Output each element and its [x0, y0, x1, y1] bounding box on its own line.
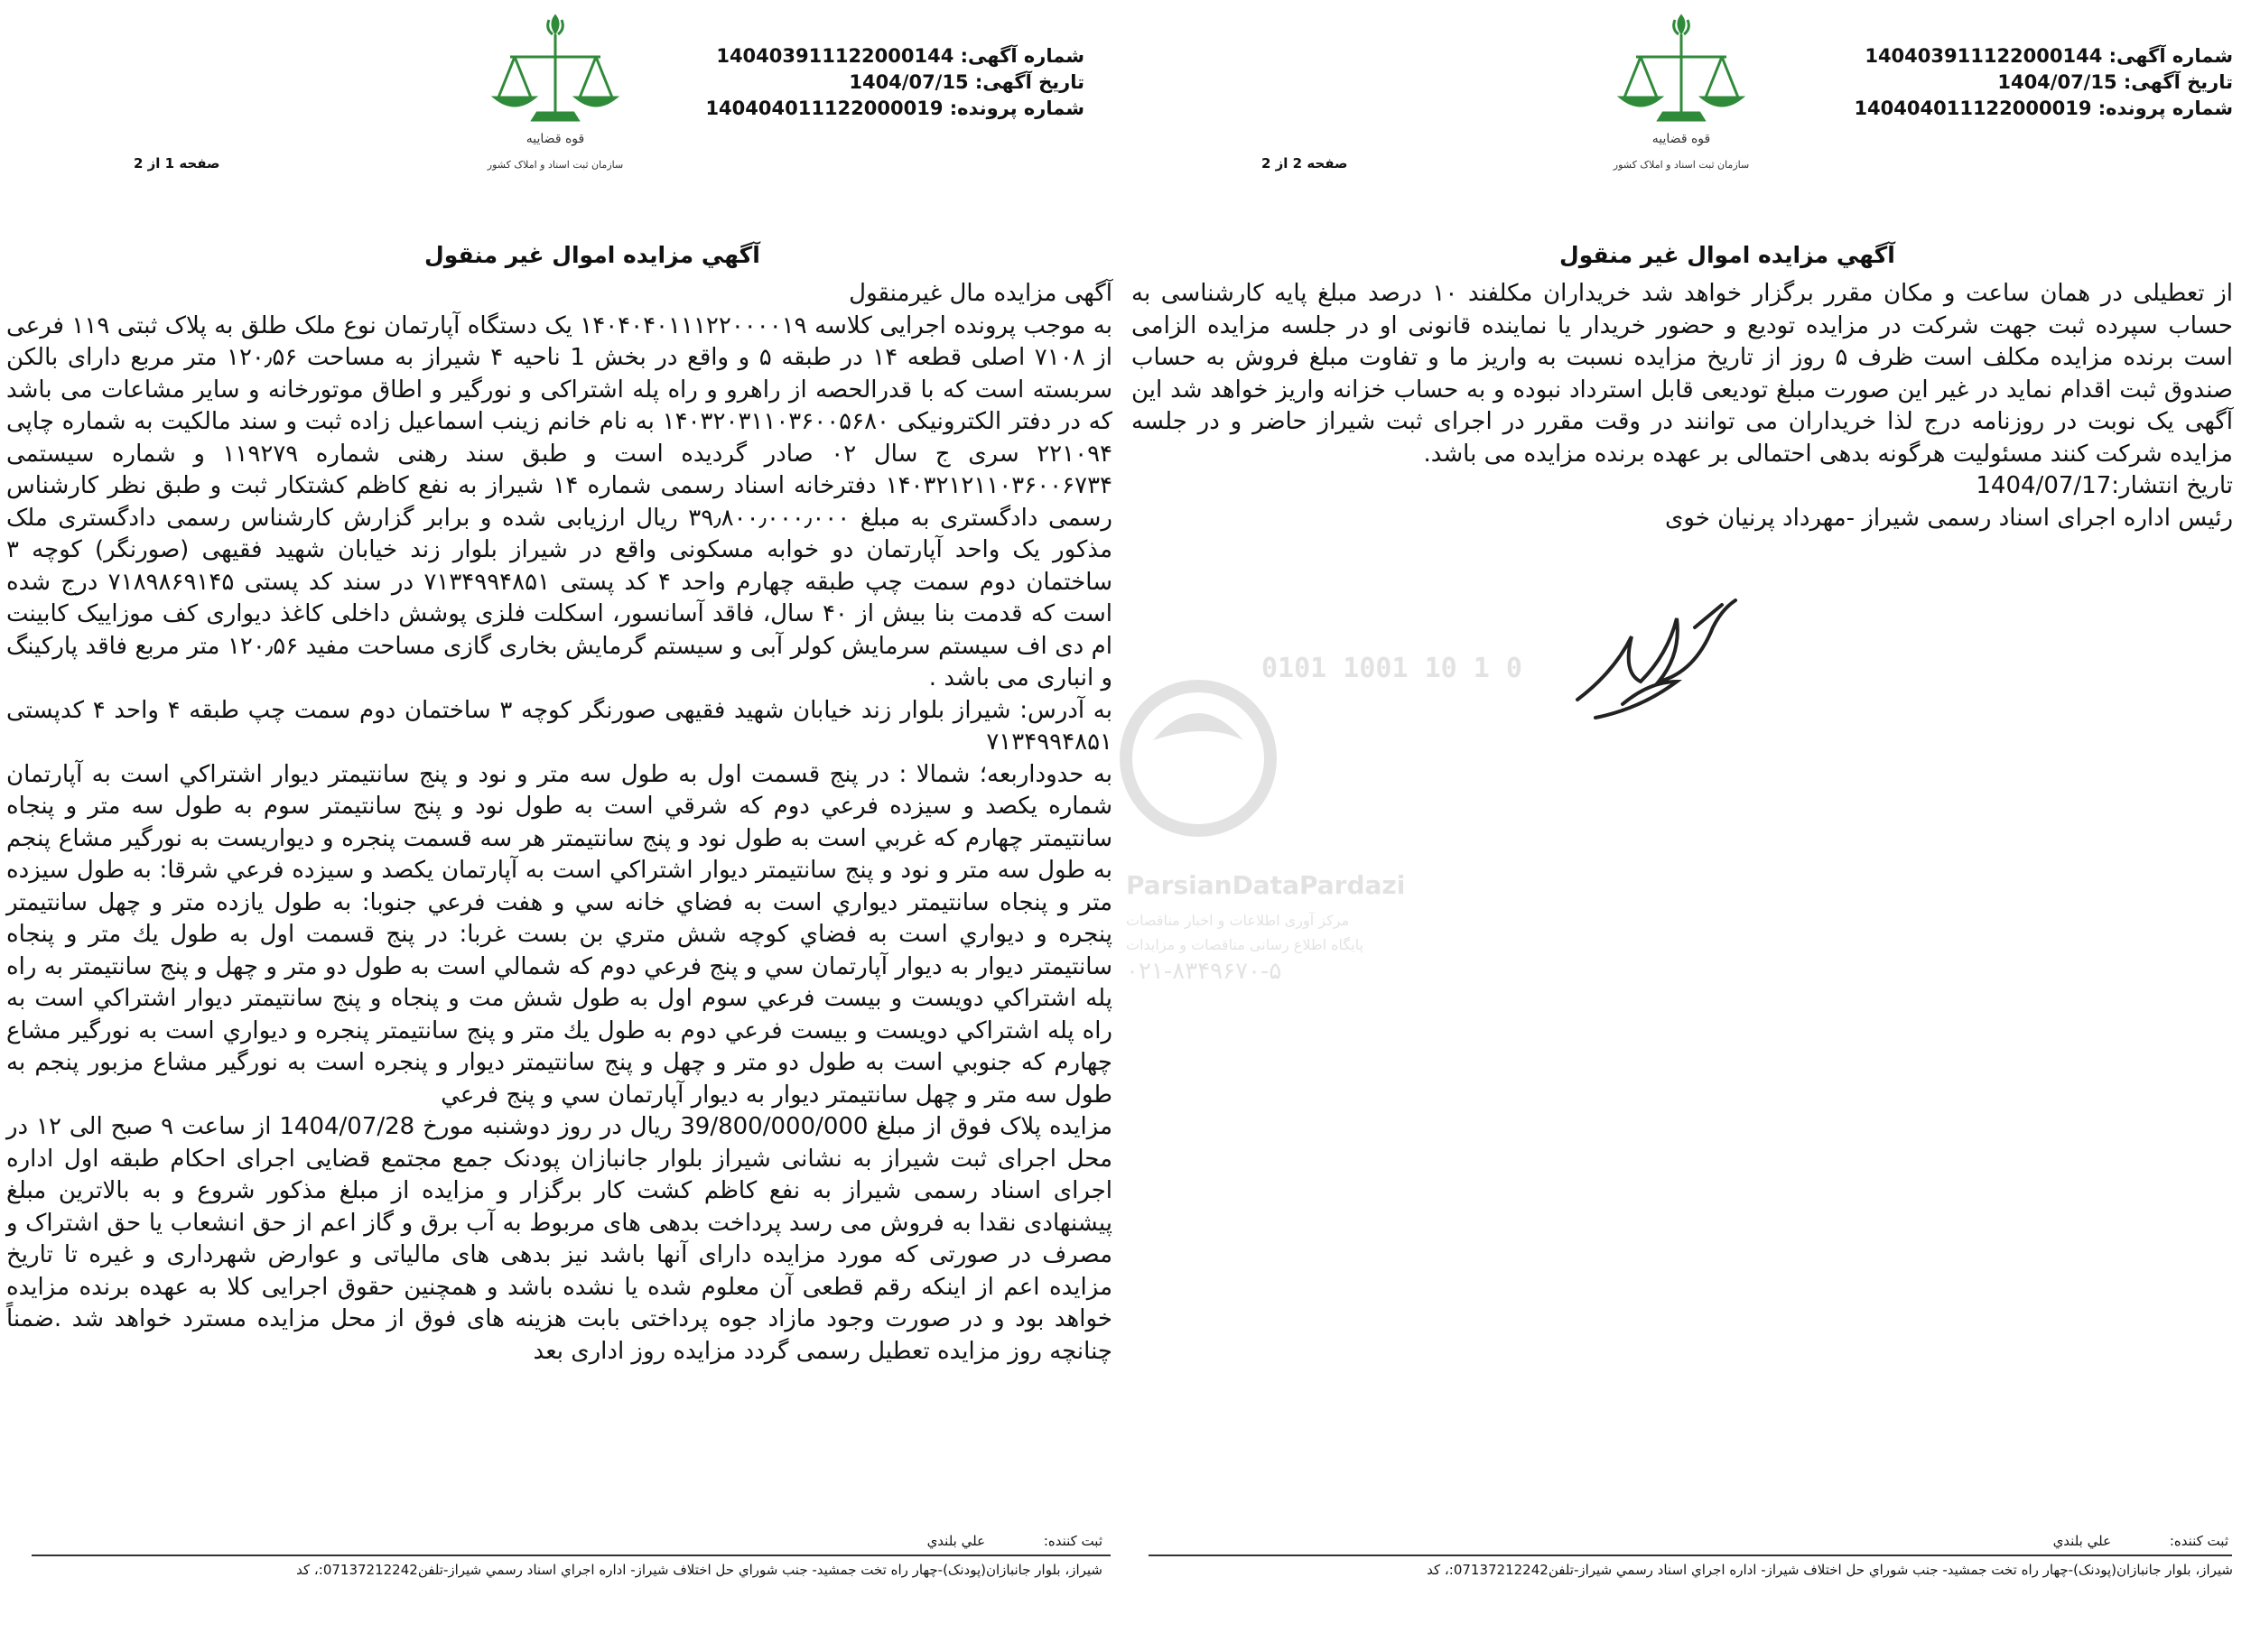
ad-number: 140403911122000144 [1865, 45, 2103, 67]
emblem-line1: قوه قضاییه [1651, 132, 1711, 146]
registrar [2053, 1533, 2228, 1549]
footer-divider [32, 1555, 1111, 1556]
judiciary-emblem [479, 7, 632, 201]
page-indicator: صفحه 2 از 2 [1261, 155, 1348, 172]
page-title: آگهي مزايده اموال غير منقول [424, 242, 760, 268]
page-indicator: صفحه 1 از 2 [134, 155, 220, 172]
watermark-brand: ParsianDataPardazi [1126, 870, 1406, 900]
footer-divider [1149, 1555, 2232, 1556]
header-meta [1854, 43, 2233, 122]
publish-date-label: تاریخ انتشار: [2111, 472, 2233, 499]
official-title: رئیس اداره اجرای اسناد رسمی شیراز -مهرداد پرنیان خوی [1664, 504, 2233, 532]
ad-date-row [705, 70, 1084, 96]
watermark [1126, 632, 1522, 985]
emblem-line1: قوه قضاییه [526, 132, 585, 146]
registrar-name: علي بلندي [926, 1533, 986, 1549]
scales-of-justice-icon [1605, 7, 1758, 201]
paragraph-address: به آدرس: شیراز بلوار زند خیابان شهید فقیهی صورنگر کوچه ۳ ساختمان دوم سمت چپ طبقه ۴ واحد ۴ کدپستی ۷۱۳۴۹۹۴۸۵۱ [6, 696, 1112, 756]
paragraph-boundaries: به حدوداربعه؛ شمالا : در پنج قسمت اول به طول سه متر و نود و پنج سانتيمتر ديوار اشتراكي است به آپارتمان شماره يكصد و سيزده فرعي دوم كه شرقي است به طول نود و پنج سانتيمتر سوم به طول سه متر و پنجاه سانتيمتر چهارم كه غربي است به طول نود و پنج سانتيمتر هر سه قسمت پنجره و ديواريست به نورگير مشاع پنجم به طول سه متر و نود و پنج سانتيمتر ديوار اشتراكي است به آپارتمان يكصد و سيزده فرعي شرقا: به طول سيزده متر و پنجاه سانتيمتر ديواري است به فضاي خانه سي و هفت فرعي جنوبا: به طول يازده متر و چهل سانتيمتر پنجره و ديواري است به فضاي كوچه شش متري بن بست غربا: در پنج قسمت اول به طول يك متر و پنجاه سانتيمتر ديوار به ديوار آپارتمان سي و پنج فرعي دوم كه شمالي است به طول دو متر و چهل و پنج سانتيمتر به راه پله اشتراكي دويست و بيست فرعي سوم اول به طول شش مت و پنجاه و پنج سانتيمتر ديوار اشتراكي است به راه پله اشتراكي دويست و بيست فرعي دوم به طول يك متر و پنج سانتيمتر پنجره و ديواري است به نورگير مشاع چهارم كه جنوبي است به طول دو متر و چهل و پنج سانتيمتر ديوار و پنجره است به نورگير مشاع مزبور پنجم به طول سه متر و چهل سانتيمتر ديوار به ديوار آپارتمان سي و پنج فرعي [6, 760, 1112, 1109]
page-one [0, 0, 1125, 1652]
watermark-binary: 0101 1001 10 1 0 [1261, 653, 1522, 684]
watermark-logo-icon [1126, 632, 1522, 985]
case-number-label: شماره پرونده: [2098, 97, 2233, 119]
page-two [1126, 0, 2251, 1652]
registrar [927, 1533, 1102, 1549]
ad-number-label: شماره آگهی: [2108, 45, 2233, 67]
page-title: آگهي مزايده اموال غير منقول [1559, 242, 1895, 268]
auction-text [6, 278, 1112, 1368]
scales-of-justice-icon [479, 7, 632, 201]
case-number: 140404011122000019 [705, 97, 944, 119]
registrar-label: ثبت كننده: [1043, 1533, 1102, 1549]
ad-date: 1404/07/15 [1997, 71, 2117, 93]
judiciary-emblem [1605, 7, 1758, 201]
ad-number-row [1854, 43, 2233, 70]
case-number-row [1854, 96, 2233, 122]
ad-date-label: تاریخ آگهی: [974, 71, 1084, 93]
ad-date: 1404/07/15 [849, 71, 969, 93]
registrar-label: ثبت كننده: [2169, 1533, 2228, 1549]
paragraph-heading: آگهی مزایده مال غیرمنقول [849, 280, 1112, 307]
watermark-tagline: پایگاه اطلاع رسانی مناقصات و مزایدات [1126, 936, 1364, 953]
ad-number-row [705, 43, 1084, 70]
ad-number: 140403911122000144 [716, 45, 954, 67]
auction-text [1131, 278, 2233, 534]
publish-date-line [1131, 470, 2233, 503]
watermark-subtitle: مرکز آوری اطلاعات و اخبار مناقصات [1126, 912, 1350, 929]
emblem-line2: سازمان ثبت اسناد و املاک کشور [487, 159, 624, 171]
publish-date: 1404/07/17 [1976, 472, 2112, 499]
emblem-line2: سازمان ثبت اسناد و املاک کشور [1613, 159, 1750, 171]
footer-address: شيراز، بلوار جانبازان(پودنک)-چهار راه تخت جمشيد- جنب شوراي حل اختلاف شيراز- اداره اجراي اسناد رسمي شيراز-تلفن07137212242:، كد [296, 1562, 1102, 1578]
watermark-phone: ۰۲۱-۸۳۴۹۶۷۰-۵ [1126, 958, 1282, 985]
handwritten-signature [1559, 591, 1758, 739]
ad-date-label: تاریخ آگهی: [2123, 71, 2233, 93]
case-number: 140404011122000019 [1854, 97, 2092, 119]
case-number-row [705, 96, 1084, 122]
paragraph-property: به موجب پرونده اجرایی کلاسه ۱۴۰۴۰۴۰۱۱۱۲۲۰۰۰۰۱۹ یک دستگاه آپارتمان نوع ملک طلق به پلاک ثبتی ۱۱۹ فرعی از ۷۱۰۸ اصلی قطعه ۱۴ در طبقه ۵ و واقع در بخش 1 ناحیه ۴ شیراز به مساحت ۱۲۰٫۵۶ متر مربع دارای بالکن سربسته است که با قدرالحصه از راهرو و راه پله اشتراکی و نورگیر و اطاق موتورخانه و سایر مشاعات می باشد که در دفتر الکترونیکی ۱۴۰۳۲۰۳۱۱۰۳۶۰۰۵۶۸۰ به نام خانم زینب اسماعیل زاده ثبت و سند مالکیت به شماره چاپی ۲۲۱۰۹۴ سری ج سال ۰۲ صادر گردیده است و طبق سند رهنی شماره ۱۱۹۲۷۹ و شماره سیستمی ۱۴۰۳۲۱۲۱۱۰۳۶۰۰۶۷۳۴ دفترخانه اسناد رسمی شماره ۱۴ شیراز به نفع کاظم کشتکار ثبت و طبق نظر کارشناس رسمی دادگستری به مبلغ ۳۹٫۸۰۰٫۰۰۰٫۰۰۰ ریال ارزیابی شده و برابر گزارش کارشناس رسمی دادگستری ملک مذکور یک واحد آپارتمان دو خوابه مسکونی واقع در شیراز بلوار زند خیابان شهید فقیهی (صورنگر) کوچه ۳ ساختمان دوم سمت چپ طبقه چهارم واحد ۴ کد پستی ۷۱۳۴۹۹۴۸۵۱ در سند کد پستی ۷۱۸۹۸۶۹۱۴۵ درج شده است که قدمت بنا بیش از ۴۰ سال، فاقد آسانسور، اسکلت فلزی پوشش داخلی کاغذ دیواری کف موزاییک کابینت ام دی اف سیستم سرمایش کولر آبی و سیستم گرمایش بخاری گازی مساحت مفید ۱۲۰٫۵۶ متر مربع فاقد پارکینگ و انباری می باشد . [6, 311, 1113, 691]
header-meta [705, 43, 1084, 122]
paragraph-auction-terms: مزایده پلاک فوق از مبلغ 39/800/000/000 ریال در روز دوشنبه مورخ 1404/07/28 از ساعت ۹ صبح الی ۱۲ در محل اجرای ثبت شیراز به نشانی شیراز بلوار جانبازان پودنک جمع مجتمع قضایی اجرای احکام طبقه اول اداره اجرای اسناد رسمی شیراز به نفع کاظم کشت کار برگزار و مزایده از مبلغ مذکور شروع و به بالاترین مبلغ پیشنهادی نقدا به فروش می رسد پرداخت بدهی های مربوط به آب برق و گاز اعم از حق انشعاب یا حق اشتراک و مصرف در صورتی که مورد مزایده دارای آنها باشد نیز بدهی های مالیاتی و عوارض شهرداری و غیره تا تاریخ مزایده اعم از اینکه رقم قطعی آن معلوم شده یا نشده باشد و همچنین حقوق اجرایی کلا به عهده برنده مزایده خواهد بود و در صورت وجود مازاد جوه پرداختی بابت هزینه های فوق از محل مزایده مسترد خواهد شد .ضمناً چنانچه روز مزایده تعطیل رسمی گردد مزایده روز اداری بعد [6, 1113, 1112, 1365]
ad-number-label: شماره آگهی: [960, 45, 1084, 67]
paragraph-continuation: از تعطیلی در همان ساعت و مکان مقرر برگزار خواهد شد خریداران مکلفند ۱۰ درصد مبلغ پایه کارشناسی به حساب سپرده ثبت جهت شرکت در مزایده تودیع و حضور خریدار یا نماینده قانونی او در جلسه مزایده الزامی است برنده مزایده مکلف است ظرف ۵ روز از تاریخ مزایده نسبت به واریز ما و تفاوت مبلغ فروش به حساب صندوق ثبت اقدام نماید در غیر این صورت مبلغ تودیعی قابل استرداد نبوده و به حساب خزانه واریز خواهد شد این آگهی یک نوبت در روزنامه درج لذا خریداران می توانند در وقت مقرر در اجرای ثبت شیراز حاضر و در جلسه مزایده شرکت کنند مسئولیت هرگونه بدهی احتمالی بر عهده برنده مزایده می باشد. [1131, 280, 2233, 468]
footer-address: شيراز، بلوار جانبازان(پودنک)-چهار راه تخت جمشيد- جنب شوراي حل اختلاف شيراز- اداره اجراي اسناد رسمي شيراز-تلفن07137212242:، كد [1427, 1562, 2233, 1578]
ad-date-row [1854, 70, 2233, 96]
case-number-label: شماره پرونده: [949, 97, 1084, 119]
registrar-name: علي بلندي [2052, 1533, 2112, 1549]
signature-icon [1559, 591, 1758, 736]
